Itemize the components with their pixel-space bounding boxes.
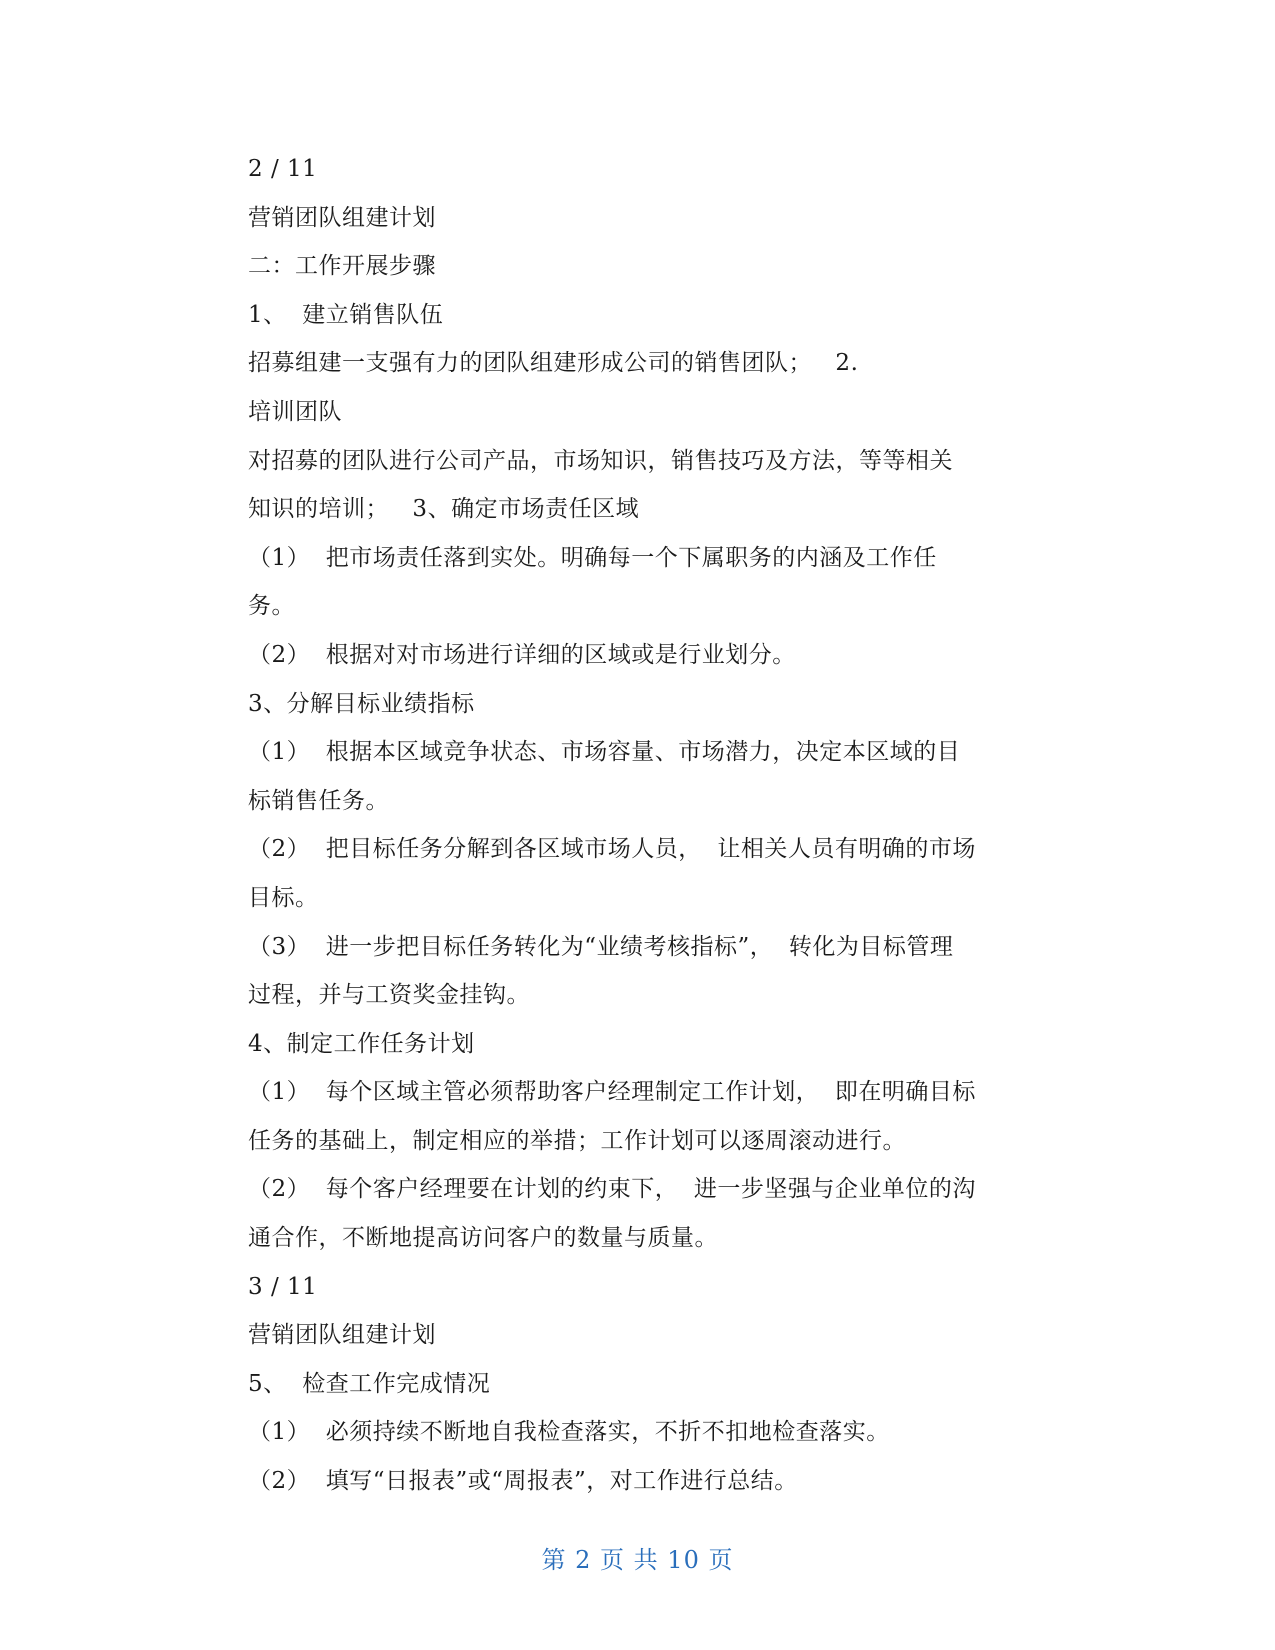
paragraph-line: 招募组建一支强有力的团队组建形成公司的销售团队； 2. bbox=[248, 350, 859, 377]
list-item-line: 目标。 bbox=[248, 884, 319, 911]
list-item-line: 务。 bbox=[248, 593, 295, 620]
list-item-line: （3） 进一步把目标任务转化为“业绩考核指标”， 转化为目标管理 bbox=[248, 933, 954, 960]
step-heading: 3、分解目标业绩指标 bbox=[248, 690, 475, 717]
list-item-line: 标销售任务。 bbox=[248, 787, 389, 814]
list-item-line: （1） 每个区域主管必须帮助客户经理制定工作计划， 即在明确目标 bbox=[248, 1079, 976, 1106]
list-item-line: （2） 根据对对市场进行详细的区域或是行业划分。 bbox=[248, 641, 796, 668]
page-marker: 3 / 11 bbox=[248, 1273, 318, 1300]
document-title: 营销团队组建计划 bbox=[248, 204, 436, 231]
list-item-line: （2） 把目标任务分解到各区域市场人员， 让相关人员有明确的市场 bbox=[248, 836, 976, 863]
step-heading: 1、 建立销售队伍 bbox=[248, 301, 444, 328]
list-item-line: （1） 根据本区域竞争状态、市场容量、市场潜力，决定本区域的目 bbox=[248, 739, 961, 766]
step-heading: 4、制定工作任务计划 bbox=[248, 1030, 475, 1057]
document-title: 营销团队组建计划 bbox=[248, 1322, 436, 1349]
page-footer: 第 2 页 共 10 页 bbox=[541, 1546, 734, 1574]
list-item-line: 通合作，不断地提高访问客户的数量与质量。 bbox=[248, 1225, 718, 1252]
paragraph-line: 知识的培训； 3、确定市场责任区域 bbox=[248, 496, 640, 523]
list-item-line: （1） 把市场责任落到实处。明确每一个下属职务的内涵及工作任 bbox=[248, 544, 937, 571]
list-item-line: 过程，并与工资奖金挂钩。 bbox=[248, 982, 530, 1009]
list-item-line: （2） 每个客户经理要在计划的约束下， 进一步坚强与企业单位的沟 bbox=[248, 1176, 976, 1203]
paragraph-line: 对招募的团队进行公司产品，市场知识，销售技巧及方法，等等相关 bbox=[248, 447, 953, 474]
list-item-line: （2） 填写“日报表”或“周报表”，对工作进行总结。 bbox=[248, 1468, 798, 1495]
list-item-line: （1） 必须持续不断地自我检查落实，不折不扣地检查落实。 bbox=[248, 1419, 890, 1446]
step-heading: 培训团队 bbox=[248, 398, 342, 425]
page-marker: 2 / 11 bbox=[248, 156, 318, 182]
section-heading: 二：工作开展步骤 bbox=[248, 253, 436, 280]
document-body bbox=[248, 145, 1028, 1506]
step-heading: 5、 检查工作完成情况 bbox=[248, 1370, 491, 1397]
list-item-line: 任务的基础上，制定相应的举措；工作计划可以逐周滚动进行。 bbox=[248, 1127, 906, 1154]
